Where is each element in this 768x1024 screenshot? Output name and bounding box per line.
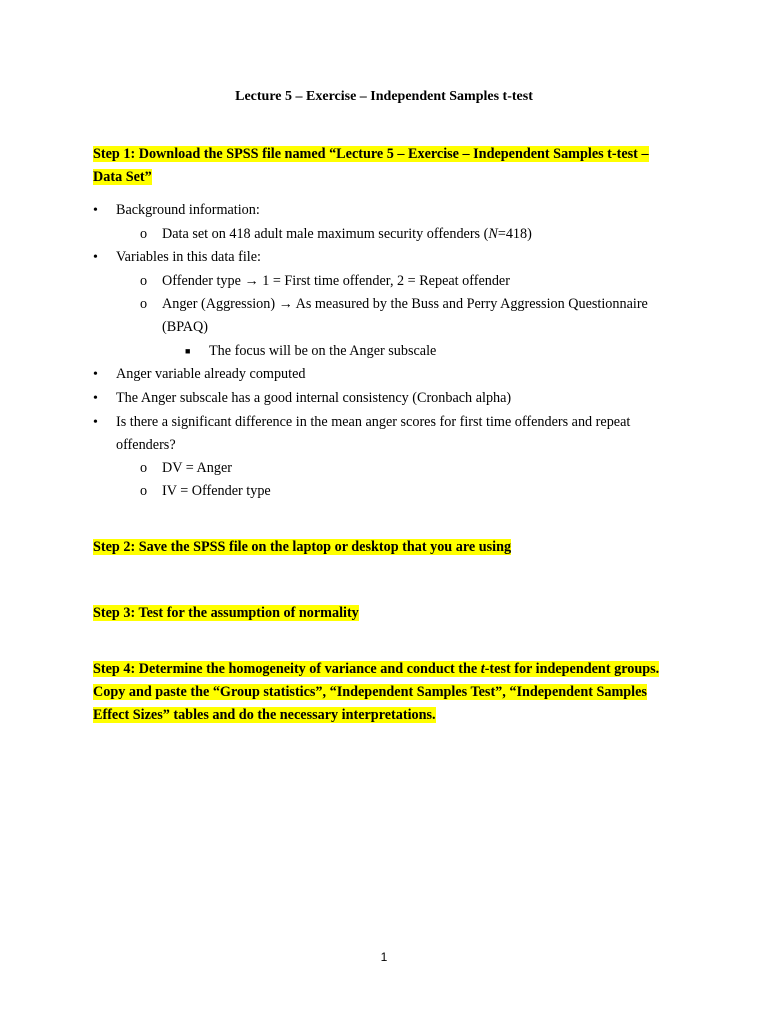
sub-sub-bullet-focus: The focus will be on the Anger subscale bbox=[209, 343, 437, 359]
sub-bullet-marker: o bbox=[140, 296, 148, 312]
dataset-n-italic: N bbox=[488, 226, 498, 242]
step4-heading-line3 bbox=[93, 704, 436, 727]
step3-heading bbox=[93, 602, 359, 625]
bullet-consistency: The Anger subscale has a good internal consistency (Cronbach alpha) bbox=[116, 390, 512, 406]
sub-bullet-marker: o bbox=[140, 460, 148, 476]
step4-line1-post: -test for independent groups. bbox=[484, 661, 660, 677]
step4-line3-text: Effect Sizes” tables and do the necessary interpretations. bbox=[93, 707, 436, 723]
step4-line1-text bbox=[93, 661, 659, 677]
step3-text: Step 3: Test for the assumption of normality bbox=[93, 605, 359, 621]
step1-line1-text: Step 1: Download the SPSS file named “Lecture 5 – Exercise – Independent Samples t-test – bbox=[93, 146, 649, 162]
step2-heading bbox=[93, 536, 511, 559]
step1-heading-line1 bbox=[93, 143, 649, 166]
bullet-marker: • bbox=[93, 250, 98, 265]
sub-bullet-dv: DV = Anger bbox=[162, 460, 233, 476]
sub-bullet-marker: o bbox=[140, 226, 148, 242]
sub-bullet-iv: IV = Offender type bbox=[162, 483, 271, 499]
step1-heading-line2 bbox=[93, 166, 152, 189]
bullet-marker: • bbox=[93, 203, 98, 218]
bullet-variables: Variables in this data file: bbox=[116, 249, 261, 265]
step1-line2-text: Data Set” bbox=[93, 169, 152, 185]
sub-bullet-anger-line2: (BPAQ) bbox=[162, 319, 208, 335]
step4-line2-text: Copy and paste the “Group statistics”, “Independent Samples Test”, “Independent Samples bbox=[93, 684, 647, 700]
step4-t-italic: t bbox=[480, 661, 485, 677]
bullet-anger-computed: Anger variable already computed bbox=[116, 366, 306, 382]
square-bullet-marker: ■ bbox=[185, 346, 191, 356]
page-number: 1 bbox=[380, 950, 388, 964]
sub-bullet-offender-type: Offender type → 1 = First time offender, 2 = Repeat offender bbox=[162, 273, 510, 289]
sub-bullet-anger-line1: Anger (Aggression) → As measured by the Buss and Perry Aggression Questionnaire bbox=[162, 296, 648, 312]
step4-line1-pre: Step 4: Determine the homogeneity of variance and conduct the bbox=[93, 661, 481, 677]
dataset-text-post: =418) bbox=[497, 226, 532, 242]
sub-bullet-marker: o bbox=[140, 273, 148, 289]
bullet-question-line1: Is there a significant difference in the mean anger scores for first time offenders and repeat bbox=[116, 414, 631, 430]
sub-bullet-dataset bbox=[162, 223, 532, 246]
dataset-text-pre: Data set on 418 adult male maximum security offenders ( bbox=[162, 226, 489, 242]
step2-text: Step 2: Save the SPSS file on the laptop or desktop that you are using bbox=[93, 539, 512, 555]
bullet-question-line2: offenders? bbox=[116, 437, 176, 453]
bullet-marker: • bbox=[93, 367, 98, 382]
document-title: Lecture 5 – Exercise – Independent Samples t-test bbox=[235, 89, 533, 104]
step4-heading-line2 bbox=[93, 681, 647, 704]
bullet-marker: • bbox=[93, 415, 98, 430]
sub-bullet-marker: o bbox=[140, 483, 148, 499]
bullet-background-info: Background information: bbox=[116, 202, 260, 218]
step4-heading-line1 bbox=[93, 658, 659, 681]
bullet-marker: • bbox=[93, 391, 98, 406]
